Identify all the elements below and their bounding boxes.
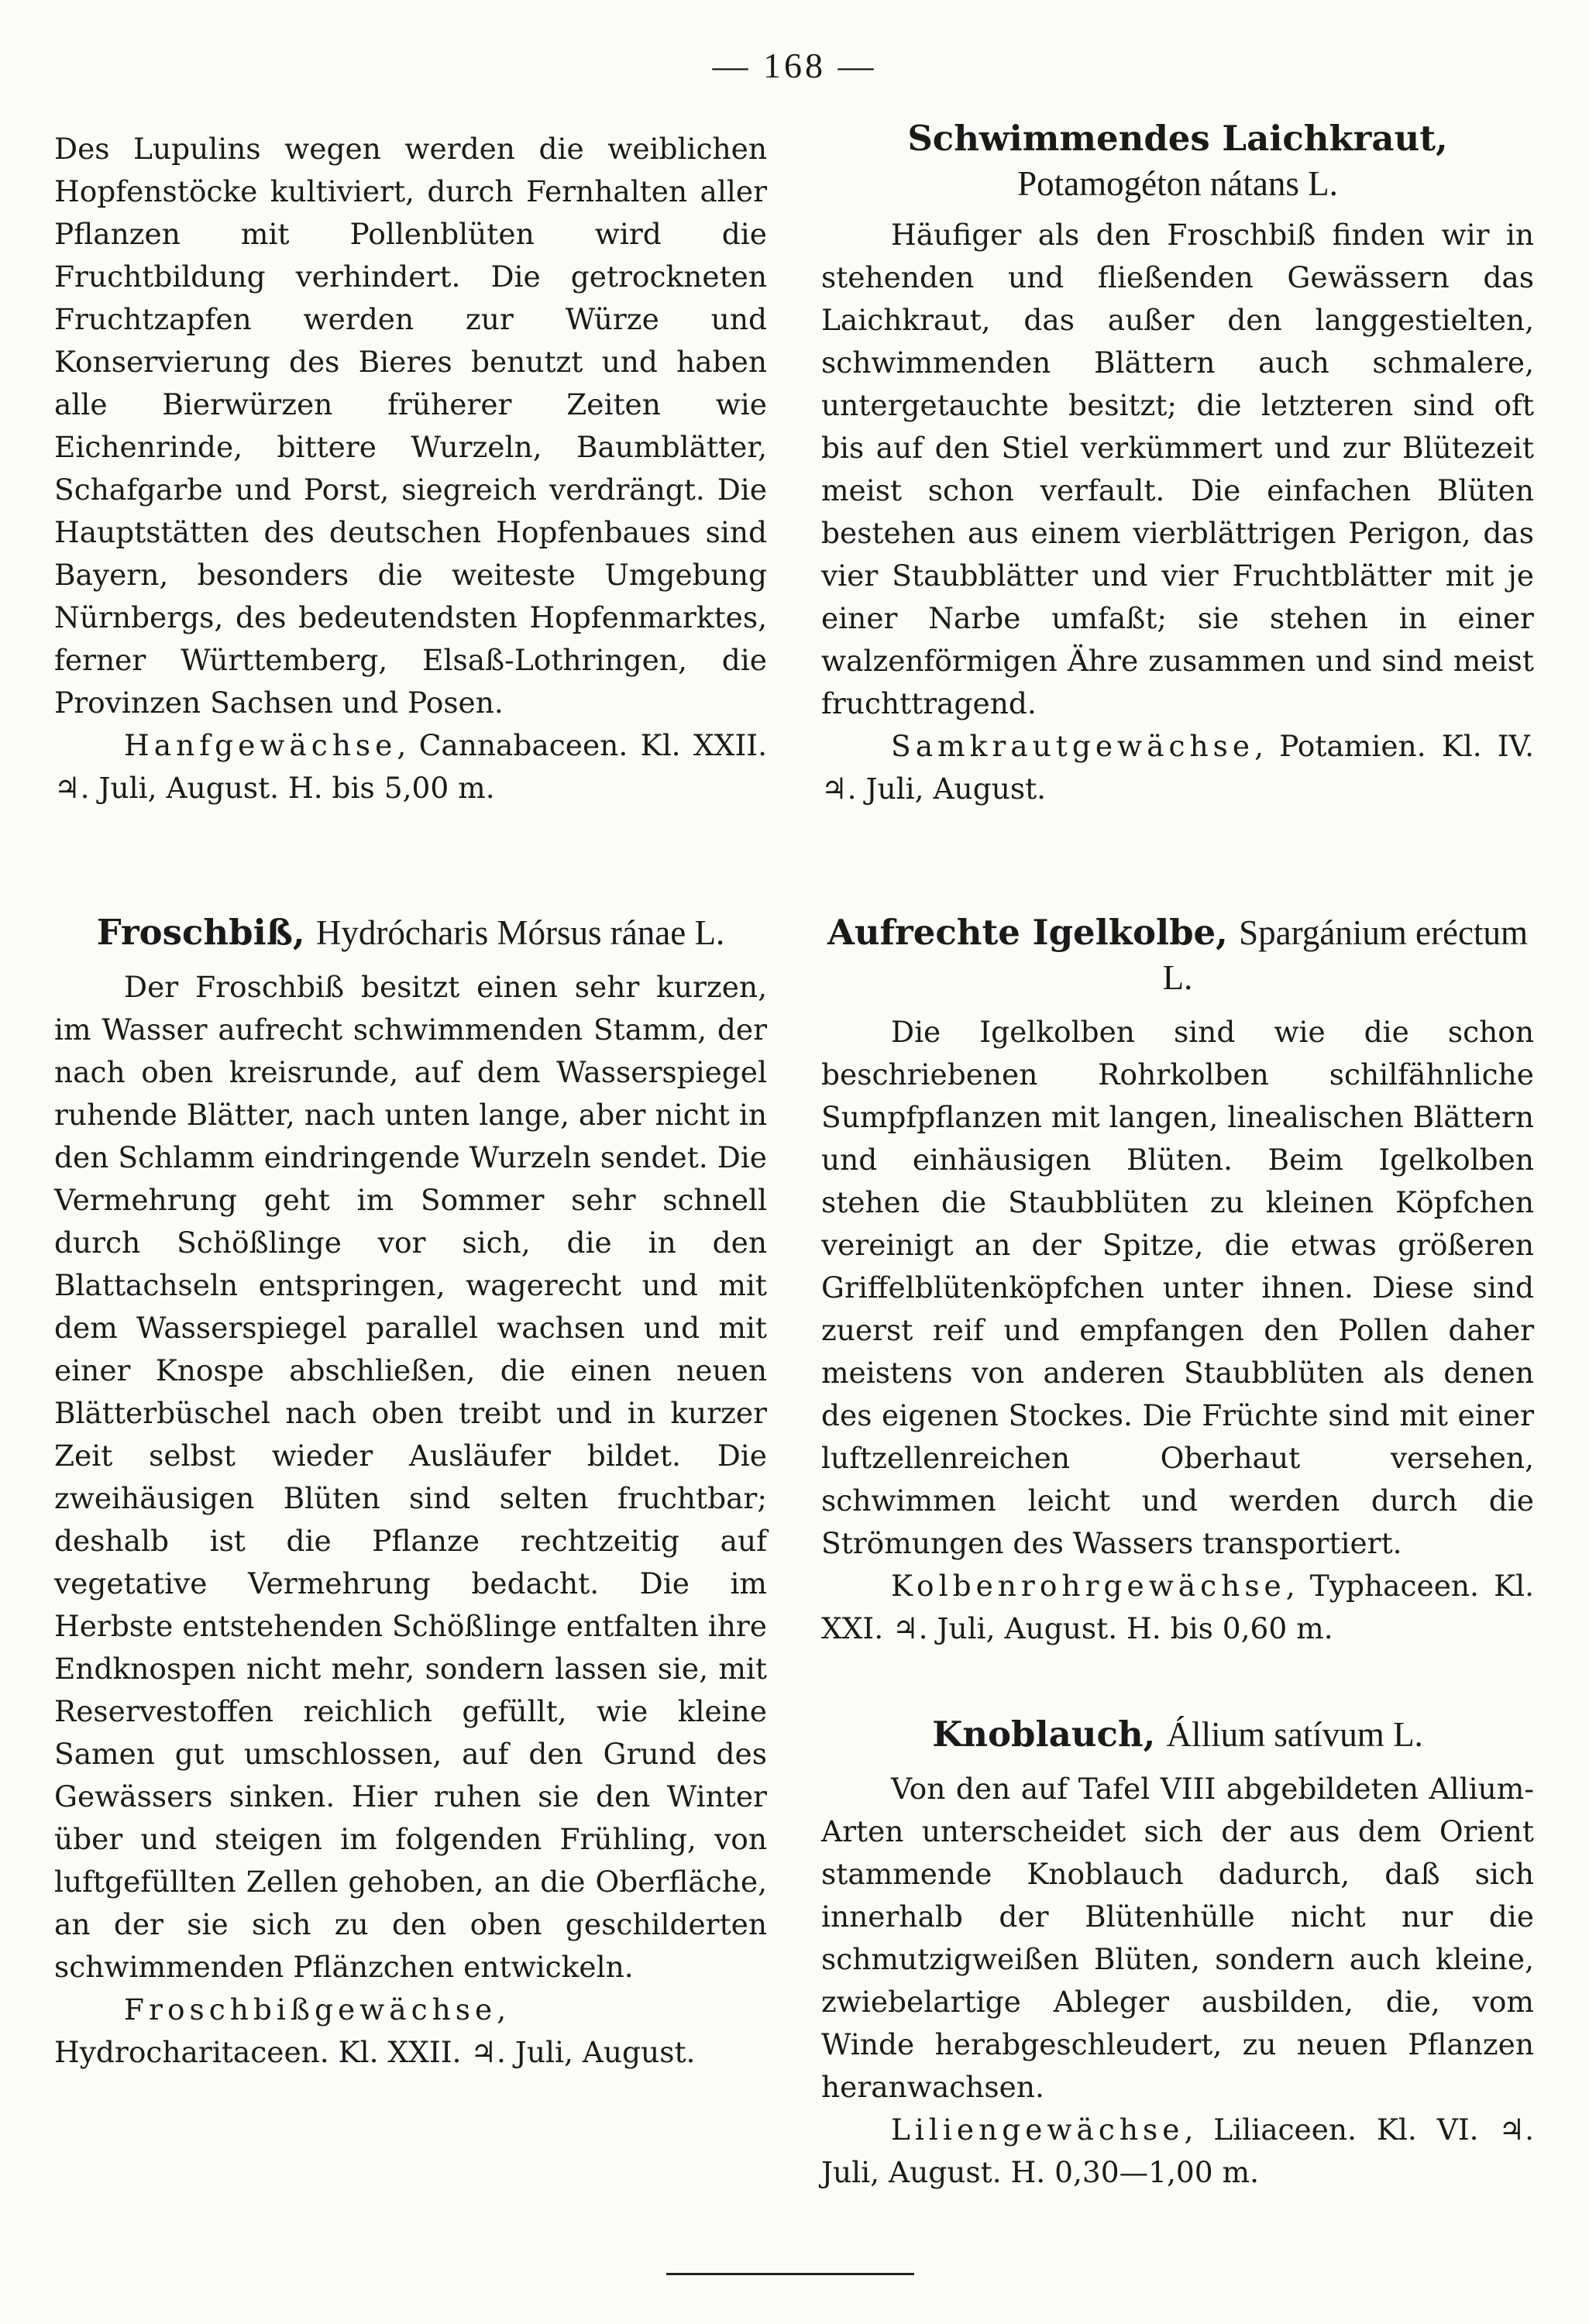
knoblauch-paragraph: Von den auf Tafel VIII abgebildeten Allium-Arten unterscheidet sich der aus dem Orient stammende Knoblauch dadurch, daß sich innerhalb der Blütenhülle nicht nur die schmutzigweißen Blüten, sondern auch kleine, zwiebelartige Ableger ausbilden, die, vom Winde herabgeschleudert, zu neuen Pflanzen heranwachsen. — [821, 1772, 1534, 2104]
igelkolbe-section — [821, 910, 1534, 1650]
intro-paragraph: Des Lupulins wegen werden die weiblichen Hopfenstöcke kultiviert, durch Fernhalten aller Pflanzen mit Pollenblüten wird die Fruchtbildung verhindert. Die getrockneten Fruchtzapfen werden zur Würze und Konservierung des Bieres benutzt und haben alle Bierwürzen früherer Zeiten wie Eichenrinde, bittere Wurzeln, Baumblätter, Schafgarbe und Porst, siegreich verdrängt. Die Hauptstätten des deutschen Hopfenbaues sind Bayern, besonders die weiteste Umgebung Nürnbergs, des bedeutendsten Hopfenmarktes, ferner Württemberg, Elsaß-Lothringen, die Provinzen Sachsen und Posen. — [54, 132, 767, 720]
igelkolbe-title: Aufrechte Igelkolbe, — [827, 912, 1228, 953]
froschbiss-family-name: Froschbißgewächse — [124, 1992, 497, 2027]
igelkolbe-paragraph: Die Igelkolben sind wie die schon beschriebenen Rohrkolben schilfähnliche Sumpfpflanzen mit langen, linealischen Blättern und einhäusigen Blüten. Beim Igelkolben stehen die Staubblüten zu kleinen Köpfchen vereinigt an der Spitze, die etwas größeren Griffelblütenköpfchen unter ihnen. Diese sind zuerst reif und empfangen den Pollen daher meistens von anderen Staubblüten als denen des eigenen Stockes. Die Früchte sind mit einer luftzellenreichen Oberhaut versehen, schwimmen leicht und werden durch die Strömungen des Wassers transportiert. — [821, 1015, 1534, 1560]
knoblauch-section — [821, 1712, 1534, 2194]
intro-family-rest: , Cannabaceen. Kl. XXII. ♃. Juli, August. H. bis 5,00 m. — [54, 728, 767, 805]
laichkraut-paragraph: Häufiger als den Froschbiß finden wir in stehenden und fließenden Gewässern das Laichkraut, das außer den langgestielten, schwimmenden Blättern auch schmalere, untergetauchte besitzt; die letzteren sind oft bis auf den Stiel verkümmert und zur Blütezeit meist schon verfault. Die einfachen Blüten bestehen aus einem vierblättrigen Perigon, das vier Staubblätter und vier Fruchtblätter mit je einer Narbe umfaßt; sie stehen in einer walzenförmigen Ähre zusammen und sind meist fruchttragend. — [821, 218, 1534, 720]
intro-family-name: Hanfgewächse — [124, 728, 397, 762]
froschbiss-section — [54, 910, 767, 2074]
knoblauch-heading — [821, 1712, 1534, 1757]
left-intro — [54, 128, 767, 810]
laichkraut-latin-name: Potamogéton nátans L. — [1017, 164, 1338, 203]
bottom-divider-rule — [666, 2273, 914, 2275]
igelkolbe-latin-name: Spargánium eréctum L. — [1162, 913, 1528, 997]
knoblauch-family-name: Liliengewächse — [891, 2113, 1185, 2147]
page-number: — 168 — — [712, 46, 877, 85]
igelkolbe-heading — [821, 910, 1534, 1000]
laichkraut-title: Schwimmendes Laichkraut, — [907, 118, 1448, 159]
froschbiss-paragraph: Der Froschbiß besitzt einen sehr kurzen, im Wasser aufrecht schwimmenden Stamm, der nach oben kreisrunde, auf dem Wasserspiegel ruhende Blätter, nach unten lange, aber nicht in den Schlamm eindringende Wurzeln sendet. Die Vermehrung geht im Sommer sehr schnell durch Schößlinge vor sich, die in den Blattachseln entspringen, wagerecht und mit dem Wasserspiegel parallel wachsen und mit einer Knospe abschließen, die einen neuen Blätterbüschel nach oben treibt und in kurzer Zeit selbst wieder Ausläufer bildet. Die zweihäusigen Blüten sind selten fruchtbar; deshalb ist die Pflanze rechtzeitig auf vegetative Vermehrung bedacht. Die im Herbste entstehenden Schößlinge entfalten ihre Endknospen nicht mehr, sondern lassen sie, mit Reservestoffen reichlich gefüllt, wie kleine Samen gut umschlossen, auf den Grund des Gewässers sinken. Hier ruhen sie den Winter über und steigen im folgenden Frühling, von luftgefüllten Zellen gehoben, an die Oberfläche, an der sie sich zu den oben geschilderten schwimmenden Pflänzchen entwickeln. — [54, 970, 767, 1984]
froschbiss-title: Froschbiß, — [96, 912, 305, 953]
laichkraut-family-line — [821, 725, 1534, 810]
intro-family-line — [54, 724, 767, 810]
laichkraut-family-name: Samkrautgewächse — [891, 729, 1255, 763]
froschbiss-heading — [54, 910, 767, 955]
knoblauch-family-rest: , Liliaceen. Kl. VI. ♃. Juli, August. H. 0,30—1,00 m. — [821, 2113, 1534, 2189]
froschbiss-latin-name: Hydrócharis Mórsus ránae L. — [315, 913, 725, 952]
laichkraut-family-rest: , Potamien. Kl. IV. ♃. Juli, August. — [821, 729, 1534, 806]
laichkraut-heading — [821, 116, 1534, 206]
froschbiss-family-rest: , Hydrocharitaceen. Kl. XXII. ♃. Juli, August. — [54, 1992, 696, 2069]
froschbiss-family-line — [54, 1989, 767, 2074]
igelkolbe-family-rest: , Typhaceen. Kl. XXI. ♃. Juli, August. H. bis 0,60 m. — [821, 1569, 1534, 1645]
igelkolbe-family-line — [821, 1565, 1534, 1650]
igelkolbe-family-name: Kolbenrohrgewächse — [891, 1569, 1286, 1603]
knoblauch-latin-name: Állium satívum L. — [1166, 1715, 1423, 1754]
knoblauch-title: Knoblauch, — [932, 1714, 1156, 1755]
knoblauch-family-line — [821, 2109, 1534, 2194]
laichkraut-section — [821, 116, 1534, 810]
